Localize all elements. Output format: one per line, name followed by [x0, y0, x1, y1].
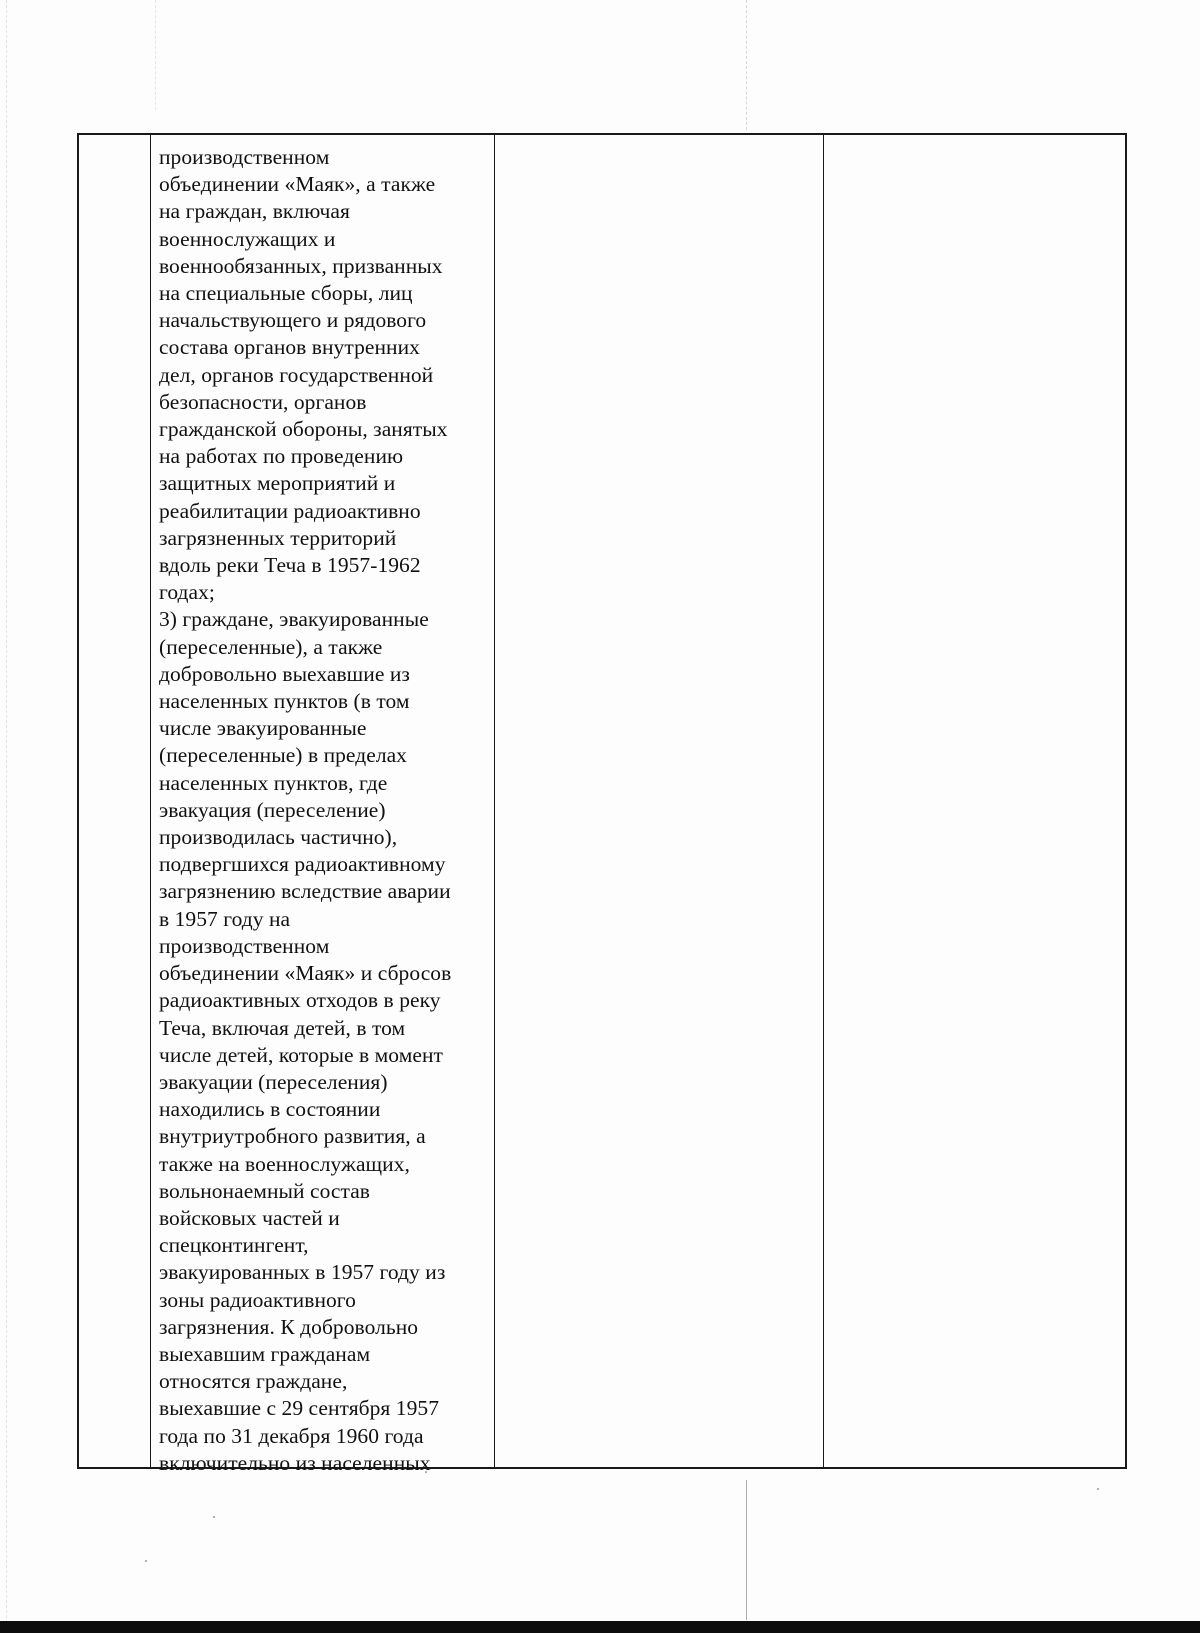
scan-artifact-left-edge — [6, 0, 7, 1633]
table-cell-number — [79, 135, 151, 1467]
scan-artifact-fold-top — [746, 0, 747, 130]
scan-speck — [1097, 1488, 1099, 1490]
scan-speck — [213, 1516, 215, 1518]
document-table — [77, 133, 1127, 1475]
scan-bottom-edge — [0, 1621, 1200, 1633]
text-cell-content: производственном объединении «Маяк», а также на граждан, включая военнослужащих и военнообязанных, призванных на специальные сборы, лиц начальствующего и рядового состава органов внутренних дел, органов государственной безопасности, органов гражданской обороны, занятых на работах по проведению защитных мероприятий и реабилитации радиоактивно загрязненных территорий вдоль реки Теча в 1957-1962 годах; 3) граждане, эвакуированные (переселенные), а также добровольно выехавшие из населенных пунктов (в том числе эвакуированные (переселенные) в пределах населенных пунктов, где эвакуация (переселение) производилась частично), подвергшихся радиоактивному загрязнению вследствие аварии в 1957 году на производственном объединении «Маяк» и сбросов радиоактивных отходов в реку Теча, включая детей, в том числе детей, которые в момент эвакуации (переселения) находились в состоянии внутриутробного развития, а также на военнослужащих, вольнонаемный состав войсковых частей и спецконтингент, эвакуированных в 1957 году из зоны радиоактивного загрязнения. К добровольно выехавшим гражданам относятся граждане, выехавшие с 29 сентября 1957 года по 31 декабря 1960 года включительно из населенных — [159, 145, 452, 1475]
table-cell-fourth — [824, 135, 1125, 1467]
table-cell-text — [151, 135, 495, 1475]
scan-artifact-fold-bottom — [746, 1480, 747, 1620]
scan-artifact-top-line — [155, 0, 156, 110]
scan-speck — [145, 1560, 147, 1562]
table-cell-third — [495, 135, 824, 1467]
